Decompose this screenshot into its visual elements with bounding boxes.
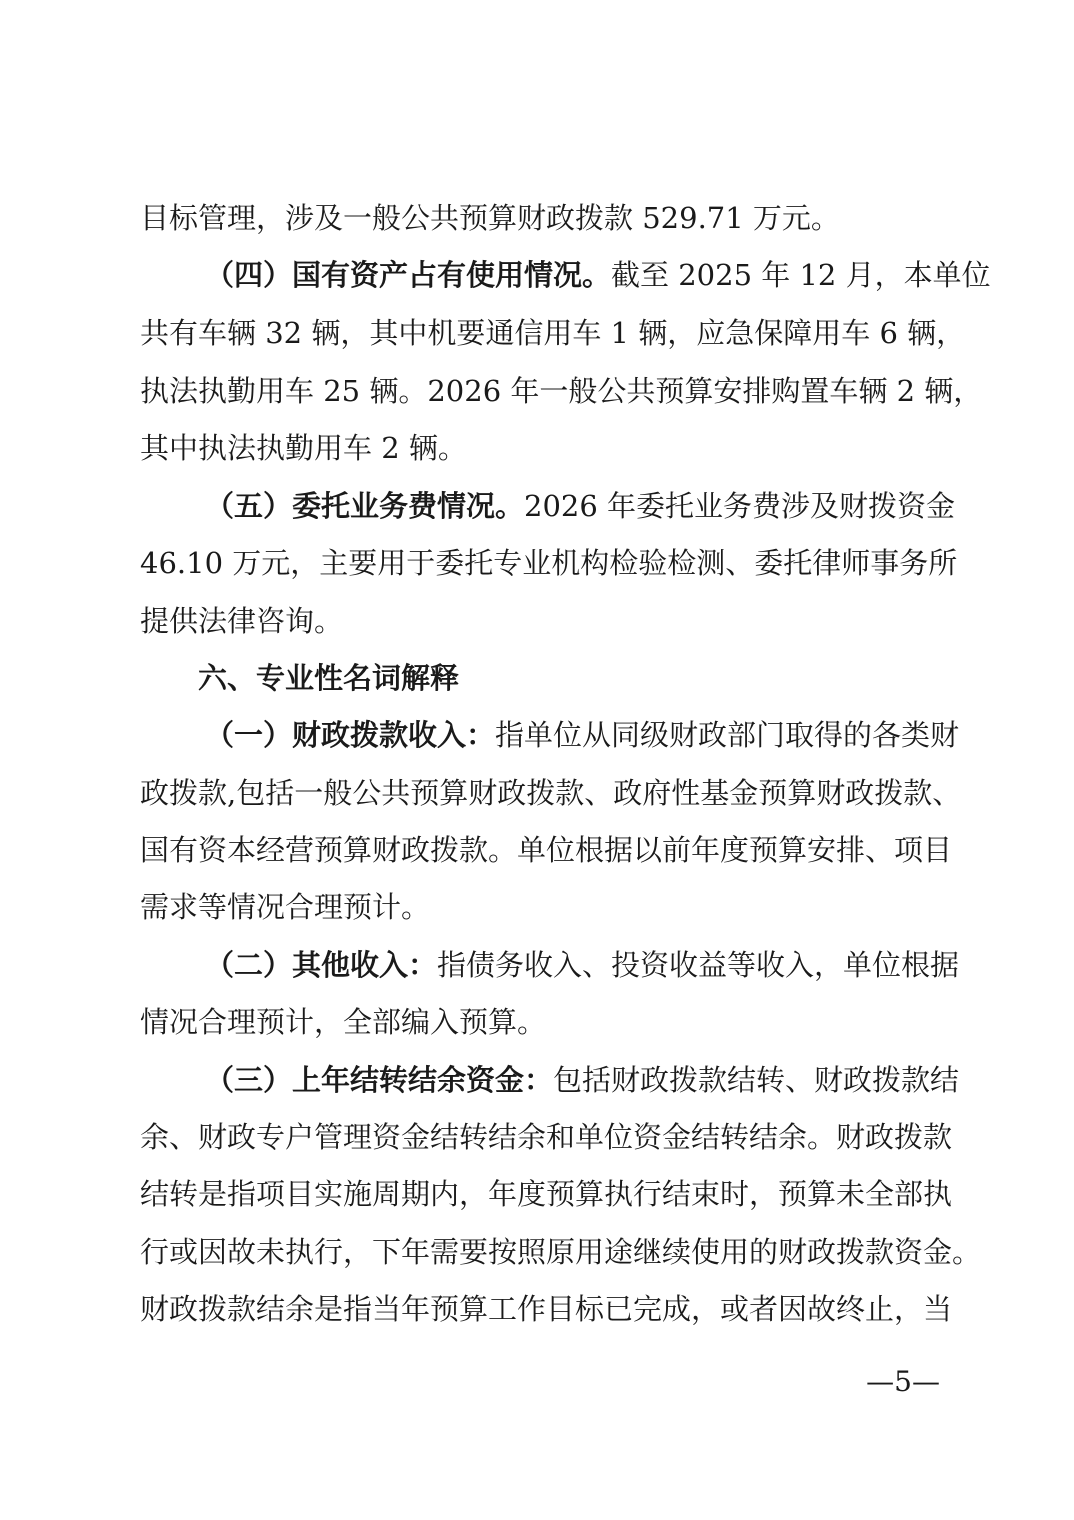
page-number: —5— bbox=[866, 1365, 940, 1398]
section-lead-5: （五）委托业务费情况。 bbox=[205, 489, 525, 523]
text-line-17: 余、财政专户管理资金结转结余和单位资金结转结余。财政拨款 bbox=[140, 1120, 953, 1154]
text-line-11: 政拨款,包括一般公共预算财政拨款、政府性基金预算财政拨款、 bbox=[140, 776, 962, 810]
section-lead-4: （四）国有资产占有使用情况。 bbox=[205, 258, 612, 292]
text-line-18: 结转是指项目实施周期内，年度预算执行结束时，预算未全部执 bbox=[140, 1177, 953, 1211]
text-line-5: 其中执法执勤用车 2 辆。 bbox=[140, 431, 467, 465]
text-line-3: 共有车辆 32 辆，其中机要通信用车 1 辆，应急保障用车 6 辆， bbox=[140, 316, 966, 350]
paragraph-4-first-line: （四）国有资产占有使用情况。截至 2025 年 12 月，本单位 bbox=[205, 258, 991, 292]
paragraph-5-first-line: （五）委托业务费情况。2026 年委托业务费涉及财拨资金 bbox=[205, 489, 956, 523]
text-line-1: 目标管理，涉及一般公共预算财政拨款 529.71 万元。 bbox=[140, 201, 840, 235]
section-heading-6: 六、专业性名词解释 bbox=[198, 661, 460, 695]
definition-3-first-line: （三）上年结转结余资金：包括财政拨款结转、财政拨款结 bbox=[205, 1063, 960, 1097]
text-line-12: 国有资本经营预算财政拨款。单位根据以前年度预算安排、项目 bbox=[140, 833, 953, 867]
text-line-7: 46.10 万元，主要用于委托专业机构检验检测、委托律师事务所 bbox=[140, 546, 958, 580]
definition-term-2: （二）其他收入： bbox=[205, 948, 438, 982]
text-line-8: 提供法律咨询。 bbox=[140, 604, 344, 638]
text-line-4: 执法执勤用车 25 辆。2026 年一般公共预算安排购置车辆 2 辆， bbox=[140, 374, 983, 408]
definition-1-first-line: （一）财政拨款收入：指单位从同级财政部门取得的各类财 bbox=[205, 718, 960, 752]
text-line-15: 情况合理预计，全部编入预算。 bbox=[140, 1005, 547, 1039]
definition-term-3: （三）上年结转结余资金： bbox=[205, 1063, 554, 1097]
text-line-19: 行或因故未执行，下年需要按照原用途继续使用的财政拨款资金。 bbox=[140, 1235, 982, 1269]
definition-term-1: （一）财政拨款收入： bbox=[205, 718, 496, 752]
definition-2-first-line: （二）其他收入：指债务收入、投资收益等收入，单位根据 bbox=[205, 948, 960, 982]
text-line-20: 财政拨款结余是指当年预算工作目标已完成，或者因故终止，当 bbox=[140, 1292, 953, 1326]
text-line-13: 需求等情况合理预计。 bbox=[140, 890, 431, 924]
